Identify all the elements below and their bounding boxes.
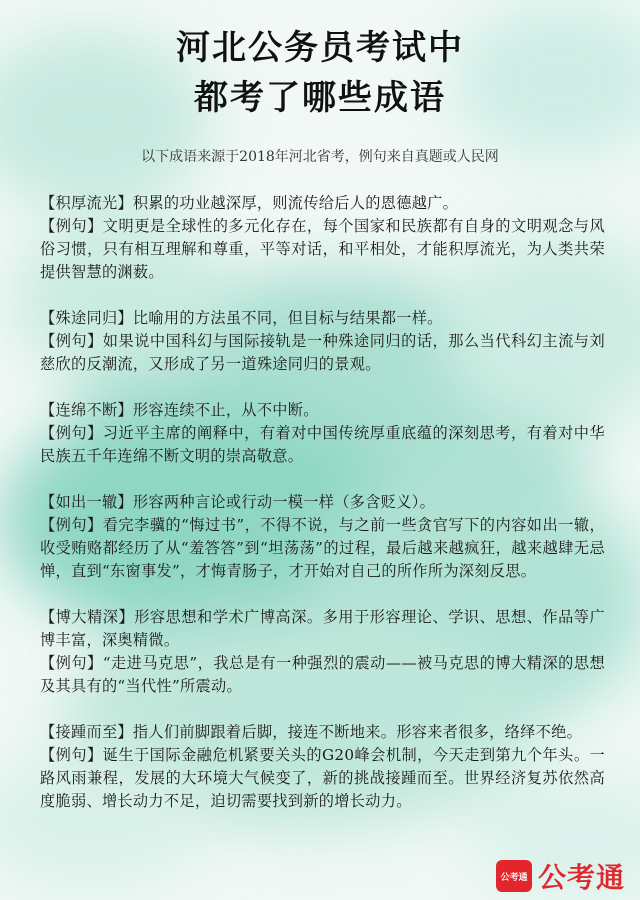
idiom-definition: 【殊途同归】比喻用的方法虽不同，但目标与结果都一样。 (40, 309, 443, 327)
idiom-definition: 【连绵不断】形容连续不止，从不中断。 (40, 401, 319, 419)
idiom-entry (40, 399, 605, 468)
brand-badge-icon: 公考通 (496, 860, 532, 892)
page-title-line2: 都考了哪些成语 (194, 78, 446, 118)
idiom-list (40, 192, 605, 836)
page-title-line1: 河北公务员考试中 (176, 28, 464, 68)
idiom-example: 【例句】如果说中国科幻与国际接轨是一种殊途同归的话，那么当代科幻主流与刘慈欣的反潮流，又形成了另一道殊途同归的景观。 (40, 332, 605, 373)
idiom-definition: 【如出一辙】形容两种言论或行动一模一样（多含贬义）。 (40, 493, 436, 511)
idiom-example: 【例句】习近平主席的阐释中，有着对中国传统厚重底蕴的深刻思考，有着对中华民族五千年连绵不断文明的崇高敬意。 (40, 424, 605, 465)
idiom-definition: 【接踵而至】指人们前脚跟着后脚，接连不断地来。形容来者很多，络绎不绝。 (40, 723, 583, 741)
idiom-example: 【例句】文明更是全球性的多元化存在，每个国家和民族都有自身的文明观念与风俗习惯，只有相互理解和尊重，平等对话，和平相处，才能积厚流光，为人类共荣提供智慧的渊薮。 (40, 217, 605, 281)
brand-name: 公考通 (538, 861, 626, 894)
idiom-entry (40, 307, 605, 376)
brand-logo (496, 856, 625, 896)
idiom-example: 【例句】诞生于国际金融危机紧要关头的G20峰会机制，今天走到第九个年头。一路风雨兼程，发展的大环境大气候变了，新的挑战接踵而至。世界经济复苏依然高度脆弱、增长动力不足，迫切需要找到新的增长动力。 (40, 746, 605, 810)
idiom-definition: 【积厚流光】积累的功业越深厚，则流传给后人的恩德越广。 (40, 194, 459, 212)
idiom-entry (40, 721, 605, 813)
idiom-definition: 【博大精深】形容思想和学术广博高深。多用于形容理论、学识、思想、作品等广博丰富，深奥精微。 (40, 608, 605, 649)
idiom-entry (40, 606, 605, 698)
page-subtitle: 以下成语来源于2018年河北省考，例句来自真题或人民网 (141, 149, 499, 165)
idiom-entry (40, 491, 605, 583)
idiom-example: 【例句】看完李骥的“悔过书”，不得不说，与之前一些贪官写下的内容如出一辙，收受贿赂都经历了从“羞答答”到“坦荡荡”的过程，最后越来越疯狂，越来越肆无忌惮，直到“东窗事发”，才悔青肠子，才开始对自己的所作所为深刻反思。 (40, 516, 605, 580)
idiom-entry (40, 192, 605, 284)
idiom-example: 【例句】“走进马克思”，我总是有一种强烈的震动——被马克思的博大精深的思想及其具有的“当代性”所震动。 (40, 654, 605, 695)
